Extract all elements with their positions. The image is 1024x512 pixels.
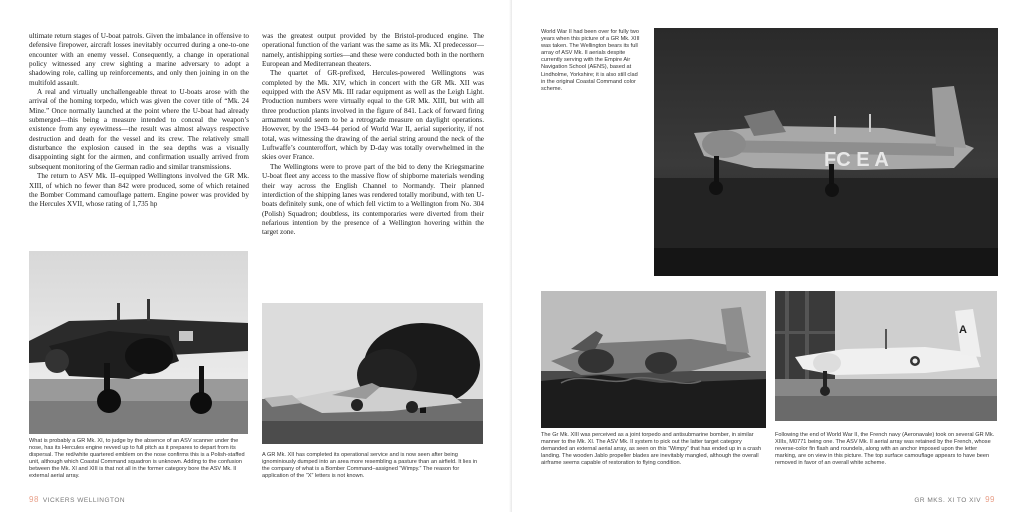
paragraph: ultimate return stages of U-boat patrols. Given the imbalance in offensive to defensive firepower, aircraft losses inevitably occurred during a one-to-one encounter with an enemy vessel. Consequently, a change in operational policy witnessed any crew sighting a marine adversary to adopt a shadowing role, calling up reinforcements, and only then joining in on the multifold assault. — [29, 32, 249, 87]
caption-top-photo: World War II had been over for fully two years when this picture of a GR Mk. XIII was taken. The Wellington bears its full array of ASV Mk. II aerials despite currently serving with the Empire Air Navigation School (AENS), based at Lindholme, Yorkshire; it is also still clad in the original Coastal Command color scheme. — [541, 29, 640, 92]
paragraph: The Wellingtons were to prove part of the bid to deny the Kriegsmarine U-boat fleet any access to the massive flow of shipborne materials wending their way across the English Channel to Normandy. Their planned interdiction of the shipping lanes was rendered totally moribund, with ten U-boats definitely sunk, one of which fell victim to a Wellington from No. 304 (Polish) Squadron; doubtless, its contemporaries were diverted from their nefarious intention by the presence of a Wellington hovering within the target zone. — [262, 162, 484, 237]
photo-crashed-wellington — [541, 291, 766, 428]
page-number: 99 — [985, 495, 995, 504]
photo-french-wellington — [775, 291, 997, 421]
caption-photo-1: What is probably a GR Mk. XI, to judge by the absence of an ASV scanner under the nose, has its Hercules engine revved up to full pitch as it prepares to depart from its dispersal. The red/white quartered emblem on the nose confirms this is a Polish-staffed unit, although which Coastal Command squadron is unknown. Adding to the confusion between the Mk. XI and XIII is that not all in the former category bore the ASV Mk. II external aerial array. — [29, 438, 245, 480]
caption-photo-2: A GR Mk. XII has completed its operational service and is now seen after being ignominiously dumped into an area more resembling a pasture than an airfield. It lies in the company of what is a Bomber Command–assigned “Wimpy.” The reason for application of the “X” letters is not known. — [262, 452, 478, 480]
paragraph: A real and virtually unchallengeable threat to U-boats arose with the arrival of the homing torpedo, which was given the cover title of “Mk. 24 Mine.” Once normally launched at the point where the U-boat had already submerged—this being a measure intended to conceal the weapon’s existence from any eyewitness—the result was almost always respective destruction and death for the vessel and its crew. The relatively small disturbance the explosion caused in the sea depths was a visually disappointing sight for the airmen, and confirmation usually arrived from subsequent monitoring of the German radio and similar transmissions. — [29, 88, 249, 171]
photo-aens-wellington — [654, 28, 998, 276]
caption-photo-4: The Gr Mk. XIII was perceived as a joint torpedo and antisubmarine bomber, in similar manner to the Mk. XI. The ASV Mk. II system to pick out the latter target category demanded an external aerial array, as seen on this “Wimpy” that has ended up in a crash landing. The wooden Jablo propeller blades are inevitably mangled, although the overall airframe seems capable of restoration to flying condition. — [541, 432, 762, 467]
running-head: GR MKS. XI TO XIV — [914, 497, 982, 504]
paragraph: was the greatest output provided by the Bristol-produced engine. The operational function of the variant was the same as its Mk. XI predecessor—namely, antishipping sorties—and these were conducted both in the northern European and Mediterranean theaters. — [262, 32, 484, 69]
body-column-1 — [29, 32, 249, 210]
photo-dumped-wellington — [262, 303, 483, 444]
aircraft-code: FC E A — [824, 149, 889, 171]
body-column-2 — [262, 32, 484, 238]
photo-polish-wellington — [29, 251, 248, 434]
tail-letter: A — [959, 324, 967, 336]
paragraph: The return to ASV Mk. II–equipped Wellingtons involved the GR Mk. XIII, of which no fewer than 842 were produced, some of which retained the Bomber Command camouflage pattern. Engine power was provided by the Hercules XVII, whose rating of 1,735 hp — [29, 172, 249, 209]
page-number: 98 — [29, 495, 39, 504]
right-footer — [914, 495, 995, 504]
caption-photo-5: Following the end of World War II, the French navy (Aeronavale) took on several GR Mk. XIIIs, M0771 being one. The ASV Mk. II aerial array was retained by the French, whose reverse-color fin flash and roundels, along with an anchor imposed upon the letter marking, are on view in this picture. The top surface camouflage appears to have been removed in favor of an overall white scheme. — [775, 432, 995, 467]
right-page — [512, 0, 1024, 512]
paragraph: The quartet of GR-prefixed, Hercules-powered Wellingtons was completed by the Mk. XIV, which in concert with the GR Mk. XII was equipped with the ASV Mk. III radar equipment as well as the Leigh Light. Production numbers were virtually equal to the GR Mk. XIII, but with all three production plants involved in the figure of 841. Lack of forward firing armament would seem to be a retrograde measure on daylight operations. However, by the 1943–44 period of World War II, aerial superiority, if not total, was witnessing the drawing of the aerial string around the neck of the Luftwaffe’s counteroffort, which by D-day was totally overwhelmed in the skies over France. — [262, 69, 484, 162]
running-head: VICKERS WELLINGTON — [42, 497, 126, 504]
left-footer — [29, 495, 125, 504]
